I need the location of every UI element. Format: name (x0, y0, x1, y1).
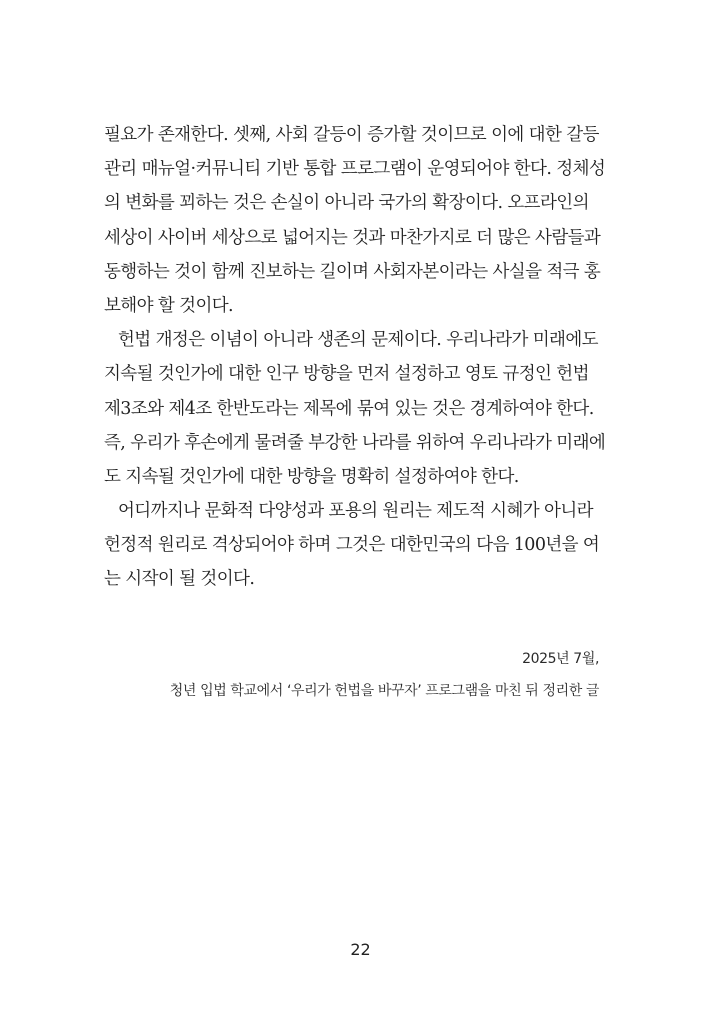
paragraph-3-line-3: 는 시작이 될 것이다. (104, 569, 255, 590)
paragraph-2-line-4: 즉, 우리가 후손에게 물려줄 부강한 나라를 위하여 우리나라가 미래에 (104, 432, 606, 453)
signature-note: 청년 입법 학교에서 ‘우리가 헌법을 바꾸자’ 프로그램을 마친 뒤 정리한 글 (169, 683, 599, 699)
paragraph-1-line-4: 세상이 사이버 세상으로 넓어지는 것과 마찬가지로 더 많은 사람들과 (104, 227, 601, 248)
paragraph-1-line-3: 의 변화를 꾀하는 것은 손실이 아니라 국가의 확장이다. 오프라인의 (104, 193, 589, 214)
paragraph-2-line-5: 도 지속될 것인가에 대한 방향을 명확히 설정하여야 한다. (104, 466, 519, 487)
page-number: 22 (350, 940, 371, 959)
paragraph-2-line-2: 지속될 것인가에 대한 인구 방향을 먼저 설정하고 영토 규정인 헌법 (104, 364, 589, 385)
paragraph-1-line-2: 관리 매뉴얼·커뮤니티 기반 통합 프로그램이 운영되어야 한다. 정체성 (104, 159, 606, 180)
paragraph-1-line-6: 보해야 할 것이다. (104, 295, 234, 316)
body-text (104, 118, 614, 597)
paragraph-3-line-2: 헌정적 원리로 격상되어야 하며 그것은 대한민국의 다음 100년을 여 (104, 535, 600, 556)
paragraph-3-line-1: 어디까지나 문화적 다양성과 포용의 원리는 제도적 시혜가 아니라 (118, 501, 593, 522)
paragraph-2-line-3: 제3조와 제4조 한반도라는 제목에 묶여 있는 것은 경계하여야 한다. (104, 398, 594, 419)
signature-date: 2025년 7월, (522, 651, 599, 667)
paragraph-2-line-1: 헌법 개정은 이념이 아니라 생존의 문제이다. 우리나라가 미래에도 (118, 330, 598, 351)
paragraph-1-line-1: 필요가 존재한다. 셋째, 사회 갈등이 증가할 것이므로 이에 대한 갈등 (104, 125, 599, 145)
paragraph-1-line-5: 동행하는 것이 함께 진보하는 길이며 사회자본이라는 사실을 적극 홍 (104, 261, 601, 282)
